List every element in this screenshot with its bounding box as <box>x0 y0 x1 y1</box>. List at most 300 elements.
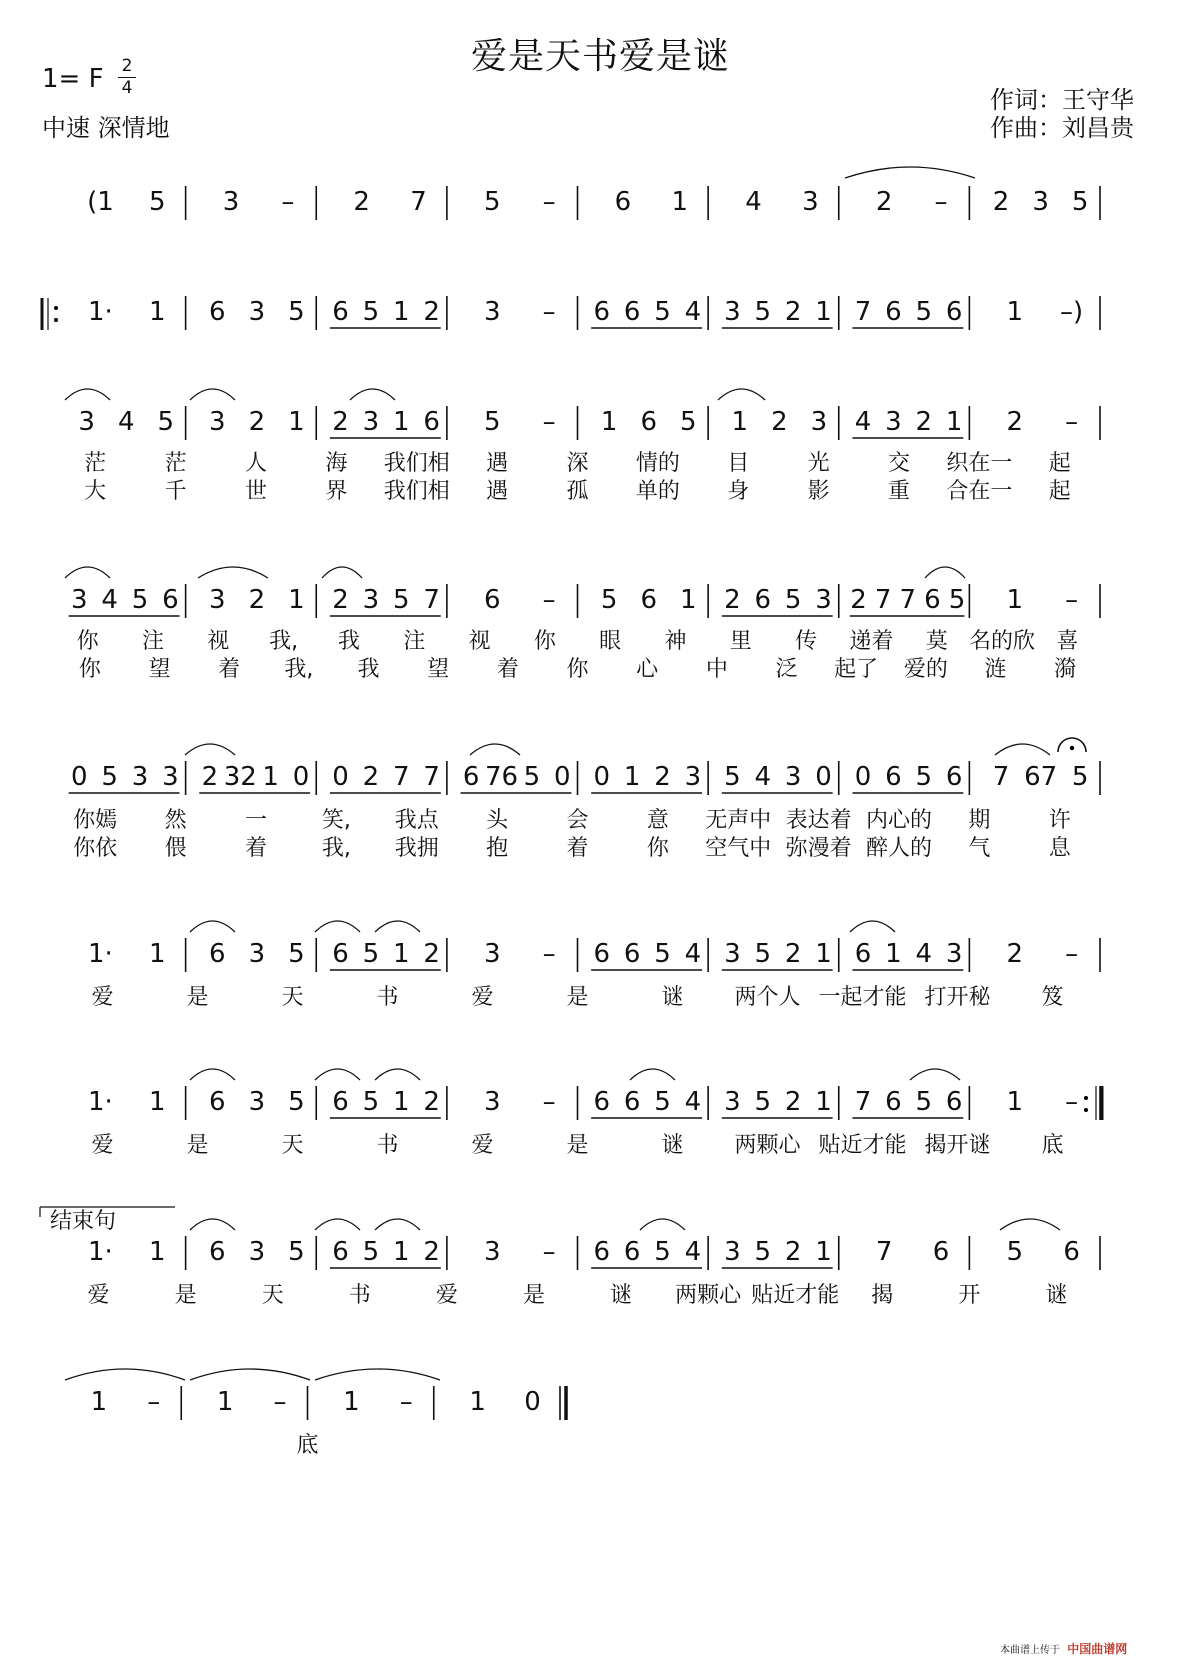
lyric-text: 中 <box>705 657 728 682</box>
lyric-text: 漪 <box>1054 657 1077 682</box>
lyric-text: 书 <box>348 1283 371 1308</box>
jianpu-note: 3 <box>484 1237 501 1267</box>
slur-arc <box>470 744 520 755</box>
slur-arc <box>630 1069 675 1080</box>
lyric-text: 两颗心 <box>675 1283 742 1308</box>
lyric-text: 我 <box>337 629 360 654</box>
lyric-text: 你 <box>533 629 556 654</box>
jianpu-note: 4 <box>854 407 872 437</box>
lyric-text: 两个人 <box>734 985 801 1010</box>
lyric-text: 贴近才能 <box>818 1133 907 1158</box>
jianpu-note: 6 <box>640 407 658 437</box>
lyric-text: 谜 <box>661 985 684 1010</box>
lyric-text: 书 <box>376 985 399 1010</box>
jianpu-note: 3 <box>484 1087 501 1117</box>
lyric-text: 视 <box>468 629 491 654</box>
lyric-text: 偎 <box>164 836 187 861</box>
jianpu-note: 1· <box>88 1237 113 1267</box>
jianpu-note: 4 <box>684 939 702 969</box>
jianpu-note: 5 <box>680 407 697 437</box>
lyric-text: 抱 <box>486 836 509 861</box>
jianpu-note: 4 <box>684 1237 702 1267</box>
lyric-text: 织在一 <box>946 451 1013 476</box>
jianpu-note: 5 <box>724 762 741 792</box>
jianpu-note: 1 <box>288 585 305 615</box>
lyric-text: 爱 <box>471 985 494 1010</box>
jianpu-note: 67 <box>1024 762 1058 792</box>
jianpu-note: 4 <box>684 1087 702 1117</box>
lyric-text: 你 <box>566 657 589 682</box>
jianpu-note: 5 <box>288 1237 305 1267</box>
jianpu-note: 1 <box>393 407 410 437</box>
jianpu-note: 2 <box>248 407 266 437</box>
slur-arc <box>718 389 765 400</box>
jianpu-note: 6 <box>209 939 226 969</box>
fermata-dot <box>1070 746 1074 750</box>
lyric-text: 莫 <box>925 629 948 654</box>
lyric-text: 里 <box>729 629 752 654</box>
jianpu-note: 1 <box>945 407 963 437</box>
jianpu-note: 32 <box>223 762 257 792</box>
jianpu-note: 1 <box>148 297 166 327</box>
jianpu-note: 1 <box>1006 1087 1024 1117</box>
jianpu-note: 1 <box>343 1387 360 1417</box>
slur-arc <box>315 1369 440 1380</box>
lyric-text: 茫 <box>84 451 107 476</box>
lyric-text: 一 <box>244 808 267 833</box>
lyric-text: 起 <box>1048 451 1071 476</box>
lyric-text: 茫 <box>164 451 187 476</box>
page-title: 爱是天书爱是谜 <box>470 36 730 77</box>
repeat-dot <box>54 306 58 310</box>
slur-arc <box>315 1069 360 1080</box>
jianpu-note: 2 <box>423 939 440 969</box>
lyric-text: 意 <box>646 808 669 833</box>
jianpu-note: 1 <box>469 1387 486 1417</box>
jianpu-note: 6 <box>623 1237 641 1267</box>
jianpu-note: 1 <box>393 297 410 327</box>
jianpu-note: 3 <box>784 762 802 792</box>
jianpu-note: – <box>147 1387 161 1417</box>
jianpu-note: (1 <box>87 187 114 217</box>
lyric-text: 身 <box>727 479 750 504</box>
coda-label: 结束句 <box>50 1209 117 1234</box>
lyric-text: 头 <box>486 808 509 833</box>
lyric-text: 天 <box>261 1283 284 1308</box>
jianpu-note: 1 <box>148 1237 166 1267</box>
lyric-text: 情的 <box>635 451 680 476</box>
jianpu-note: – <box>1065 1087 1079 1117</box>
jianpu-note: 2 <box>771 407 788 437</box>
lyric-text: 许 <box>1048 808 1071 833</box>
jianpu-note: 3 <box>248 939 266 969</box>
lyric-text: 息 <box>1048 836 1071 861</box>
lyric-text: 重 <box>888 479 911 504</box>
jianpu-note: 3 <box>885 407 902 437</box>
jianpu-note: – <box>542 585 556 615</box>
jianpu-note: 2 <box>992 187 1010 217</box>
jianpu-note: – <box>281 187 295 217</box>
jianpu-note: 2 <box>784 1237 802 1267</box>
lyric-text: 你 <box>76 629 99 654</box>
jianpu-note: 5 <box>288 297 305 327</box>
jianpu-note: 3 <box>724 1237 741 1267</box>
jianpu-note: 1· <box>88 939 113 969</box>
lyric-text: 是 <box>522 1283 545 1308</box>
slur-arc <box>198 567 268 578</box>
lyric-text: 笑, <box>321 808 351 833</box>
repeat-dot <box>1084 1108 1088 1112</box>
lyric-text: 一起才能 <box>818 985 907 1010</box>
slur-arc <box>65 1369 185 1380</box>
lyric-text: 爱 <box>435 1283 458 1308</box>
jianpu-note: 7 <box>875 1237 893 1267</box>
lyric-text: 我们相 <box>383 479 450 504</box>
jianpu-note: 3 <box>209 407 226 437</box>
lyric-text: 我 <box>357 657 380 682</box>
jianpu-note: 5 <box>1006 1237 1024 1267</box>
jianpu-note: 5 <box>915 297 933 327</box>
lyric-text: 贴近才能 <box>751 1283 840 1308</box>
jianpu-note: 5 <box>362 1087 380 1117</box>
jianpu-note: 6 <box>462 762 480 792</box>
jianpu-note: 4 <box>684 297 702 327</box>
repeat-dot <box>1084 1096 1088 1100</box>
jianpu-note: 2 <box>784 939 802 969</box>
lyric-text: 是 <box>186 1133 209 1158</box>
slur-arc <box>190 921 235 932</box>
jianpu-note: 6 <box>924 585 941 615</box>
jianpu-note: 5 <box>654 297 671 327</box>
jianpu-note: 3 <box>945 939 963 969</box>
jianpu-note: 7 <box>410 187 427 217</box>
jianpu-note: 3 <box>162 762 179 792</box>
jianpu-note: 1 <box>393 1237 410 1267</box>
slur-arc <box>190 1369 310 1380</box>
jianpu-note: 5 <box>362 939 380 969</box>
jianpu-note: 0 <box>292 762 310 792</box>
jianpu-note: – <box>1065 407 1079 437</box>
jianpu-note: 5 <box>148 187 166 217</box>
jianpu-note: 6 <box>945 1087 963 1117</box>
slur-arc <box>190 1069 235 1080</box>
lyric-text: 目 <box>727 451 750 476</box>
jianpu-note: 2 <box>875 187 893 217</box>
jianpu-note: 6 <box>640 585 658 615</box>
lyric-text: 大 <box>84 479 107 504</box>
lyric-text: 爱的 <box>903 657 948 682</box>
jianpu-note: 6 <box>332 297 349 327</box>
lyric-text: 你嫣 <box>73 808 118 833</box>
lyric-text: 笈 <box>1041 985 1064 1010</box>
lyric-text: 递着 <box>849 629 894 654</box>
slur-arc <box>375 1219 420 1230</box>
jianpu-note: 1 <box>600 407 618 437</box>
lyric-text: 着 <box>496 657 519 682</box>
slur-arc <box>65 567 110 578</box>
jianpu-note: 3 <box>802 187 819 217</box>
lyric-text: 期 <box>968 808 991 833</box>
lyric-text: 你 <box>646 836 669 861</box>
jianpu-note: 5 <box>101 762 118 792</box>
jianpu-note: 76 <box>485 762 519 792</box>
lyric-text: 注 <box>141 629 164 654</box>
lyric-text: 人 <box>244 451 267 476</box>
jianpu-note: 0 <box>332 762 349 792</box>
jianpu-note: 5 <box>523 762 541 792</box>
slur-arc <box>190 389 235 400</box>
jianpu-note: 0 <box>593 762 611 792</box>
jianpu-note: 4 <box>117 407 135 437</box>
lyric-text: 我点 <box>394 808 439 833</box>
lyric-text: 合在一 <box>946 479 1013 504</box>
jianpu-note: 1 <box>148 1087 166 1117</box>
jianpu-note: 6 <box>623 297 641 327</box>
jianpu-note: 6 <box>945 297 963 327</box>
lyric-text: 孤 <box>566 479 589 504</box>
footer <box>1000 1640 1127 1657</box>
jianpu-note: 4 <box>915 939 933 969</box>
jianpu-note: 6 <box>854 939 872 969</box>
lyricist-credit: 作词：王守华 <box>990 86 1134 114</box>
jianpu-note: 6 <box>209 1087 226 1117</box>
jianpu-note: 2 <box>332 407 349 437</box>
jianpu-note: 3 <box>248 1237 266 1267</box>
jianpu-note: 5 <box>784 585 802 615</box>
tempo-marking: 中速 深情地 <box>42 114 170 142</box>
jianpu-note: – <box>542 1237 556 1267</box>
jianpu-note: 2 <box>362 762 380 792</box>
jianpu-note: – <box>542 1087 556 1117</box>
jianpu-note: 1 <box>148 939 166 969</box>
lyric-text: 着 <box>218 657 241 682</box>
jianpu-note: 5 <box>131 585 149 615</box>
jianpu-note: 5 <box>1071 762 1089 792</box>
lyric-text: 我, <box>321 836 351 861</box>
jianpu-note: 6 <box>484 585 501 615</box>
jianpu-note: 1 <box>90 1387 108 1417</box>
composer-credit: 作曲：刘昌贵 <box>990 114 1134 142</box>
jianpu-note: 6 <box>593 297 611 327</box>
time-signature-top: 2 <box>121 56 133 76</box>
slur-arc <box>315 1219 360 1230</box>
lyric-text: 遇 <box>486 479 509 504</box>
jianpu-note: 2 <box>201 762 219 792</box>
jianpu-note: 2 <box>724 585 741 615</box>
lyric-text: 望 <box>427 657 450 682</box>
jianpu-note: 5 <box>754 297 772 327</box>
lyric-text: 涟 <box>984 657 1007 682</box>
slur-arc <box>65 389 110 400</box>
jianpu-note: 5 <box>484 407 501 437</box>
jianpu-note: 7 <box>423 585 440 615</box>
jianpu-note: 7 <box>393 762 410 792</box>
lyric-text: 会 <box>566 808 589 833</box>
jianpu-note: 5 <box>288 1087 305 1117</box>
lyric-text: 界 <box>325 479 348 504</box>
lyric-text: 爱 <box>87 1283 110 1308</box>
lyric-text: 底 <box>1041 1133 1064 1158</box>
jianpu-note: 3 <box>810 407 828 437</box>
slur-arc <box>995 744 1050 755</box>
lyric-text: 千 <box>164 479 187 504</box>
lyric-text: 两颗心 <box>734 1133 801 1158</box>
lyric-text: 我们相 <box>383 451 450 476</box>
lyric-text: 着 <box>244 836 267 861</box>
jianpu-note: 1· <box>88 297 113 327</box>
jianpu-note: 3 <box>815 585 832 615</box>
jianpu-note: – <box>542 407 556 437</box>
jianpu-note: 6 <box>754 585 772 615</box>
jianpu-note: 7 <box>423 762 440 792</box>
slur-arc <box>1000 1219 1060 1230</box>
lyric-text: 揭 <box>871 1283 894 1308</box>
jianpu-note: 3 <box>71 585 88 615</box>
jianpu-note: 1 <box>815 1087 832 1117</box>
jianpu-note: 4 <box>754 762 772 792</box>
lyric-text: 弥漫着 <box>785 836 852 861</box>
jianpu-note: 5 <box>600 585 618 615</box>
jianpu-note: – <box>542 297 556 327</box>
jianpu-note: 7 <box>854 297 872 327</box>
jianpu-note: 0 <box>71 762 88 792</box>
jianpu-note: 5 <box>393 585 410 615</box>
lyric-text: 天 <box>281 985 304 1010</box>
jianpu-note: 6 <box>1063 1237 1080 1267</box>
jianpu-note: 1 <box>216 1387 234 1417</box>
lyric-text: 空气中 <box>705 836 772 861</box>
jianpu-note: 3 <box>484 939 501 969</box>
lyric-text: 你依 <box>73 836 118 861</box>
repeat-dot <box>54 318 58 322</box>
jianpu-note: 1 <box>815 939 832 969</box>
jianpu-note: 3 <box>131 762 149 792</box>
slur-arc <box>850 921 895 932</box>
jianpu-note: 0 <box>524 1387 541 1417</box>
jianpu-note: 2 <box>915 407 933 437</box>
lyric-text: 心 <box>636 657 659 682</box>
jianpu-note: 1 <box>262 762 279 792</box>
lyric-text: 深 <box>566 451 589 476</box>
jianpu-note: 5 <box>948 585 966 615</box>
jianpu-note: 7 <box>874 585 892 615</box>
jianpu-note: 3 <box>484 297 501 327</box>
jianpu-note: 6 <box>332 939 349 969</box>
lyric-text: 起 <box>1048 479 1071 504</box>
jianpu-note: 5 <box>754 939 772 969</box>
lyric-text: 谜 <box>661 1133 684 1158</box>
jianpu-note: 3 <box>78 407 95 437</box>
jianpu-note: 6 <box>209 1237 226 1267</box>
lyric-text: 交 <box>888 451 911 476</box>
jianpu-note: 6 <box>945 762 963 792</box>
lyric-text: 爱 <box>91 985 114 1010</box>
lyric-text: 表达着 <box>785 808 852 833</box>
jianpu-note: 1 <box>815 1237 832 1267</box>
jianpu-note: – <box>934 187 948 217</box>
jianpu-note: 6 <box>932 1237 950 1267</box>
jianpu-note: 7 <box>992 762 1010 792</box>
jianpu-note: 5 <box>157 407 175 437</box>
jianpu-note: 1 <box>885 939 902 969</box>
jianpu-note: 6 <box>423 407 440 437</box>
jianpu-note: 6 <box>623 939 641 969</box>
jianpu-note: 1 <box>623 762 641 792</box>
slur-arc <box>925 567 965 578</box>
jianpu-note: 2 <box>654 762 671 792</box>
jianpu-note: 3 <box>1032 187 1049 217</box>
key-signature: 1= F <box>42 64 104 94</box>
jianpu-note: 1 <box>680 585 697 615</box>
jianpu-note: 5 <box>754 1087 772 1117</box>
lyric-text: 是 <box>566 1133 589 1158</box>
jianpu-note: 6 <box>209 297 226 327</box>
jianpu-note: 3 <box>724 1087 741 1117</box>
jianpu-note: 6 <box>614 187 632 217</box>
lyric-text: 爱 <box>91 1133 114 1158</box>
jianpu-note: 5 <box>915 762 933 792</box>
jianpu-note: 5 <box>1071 187 1089 217</box>
slur-arc <box>185 744 235 755</box>
lyric-text: 底 <box>296 1433 319 1458</box>
jianpu-note: 4 <box>101 585 118 615</box>
footer-site-logo: 中国曲谱网 <box>1067 1642 1128 1656</box>
jianpu-note: 6 <box>885 1087 902 1117</box>
jianpu-note: 3 <box>248 1087 266 1117</box>
jianpu-note: – <box>1065 585 1079 615</box>
lyric-text: 气 <box>968 836 991 861</box>
lyric-text: 是 <box>566 985 589 1010</box>
lyric-text: 泛 <box>775 657 798 682</box>
lyric-text: 名的欣 <box>969 629 1036 654</box>
jianpu-note: 3 <box>248 297 266 327</box>
lyric-text: 光 <box>807 451 830 476</box>
jianpu-note: 2 <box>1006 939 1024 969</box>
jianpu-note: 1 <box>1006 585 1024 615</box>
lyric-text: 醉人的 <box>866 836 933 861</box>
jianpu-note: 6 <box>885 762 902 792</box>
jianpu-note: 6 <box>623 1087 641 1117</box>
jianpu-note: 2 <box>784 1087 802 1117</box>
time-signature-bottom: 4 <box>121 78 133 98</box>
jianpu-note: 3 <box>684 762 702 792</box>
lyric-text: 遇 <box>486 451 509 476</box>
jianpu-note: 1 <box>288 407 305 437</box>
lyric-text: 单的 <box>635 479 680 504</box>
slur-arc <box>350 389 395 400</box>
jianpu-note: 0 <box>554 762 571 792</box>
jianpu-note: 0 <box>815 762 832 792</box>
lyric-text: 内心的 <box>866 808 933 833</box>
footer-upload-text: 本曲谱上传于 <box>1000 1645 1060 1656</box>
jianpu-note: 2 <box>353 187 370 217</box>
jianpu-note: 6 <box>593 1237 611 1267</box>
jianpu-note: 5 <box>288 939 305 969</box>
jianpu-note: 2 <box>423 297 440 327</box>
jianpu-note: 5 <box>484 187 501 217</box>
jianpu-note: – <box>542 187 556 217</box>
jianpu-note: 6 <box>332 1087 349 1117</box>
lyric-text: 注 <box>403 629 426 654</box>
jianpu-note: 0 <box>854 762 872 792</box>
lyric-text: 是 <box>186 985 209 1010</box>
jianpu-note: 2 <box>332 585 349 615</box>
jianpu-note: 5 <box>362 1237 380 1267</box>
lyric-text: 视 <box>207 629 230 654</box>
lyric-text: 开 <box>958 1283 981 1308</box>
lyric-text: 着 <box>566 836 589 861</box>
lyric-text: 起了 <box>834 657 879 682</box>
